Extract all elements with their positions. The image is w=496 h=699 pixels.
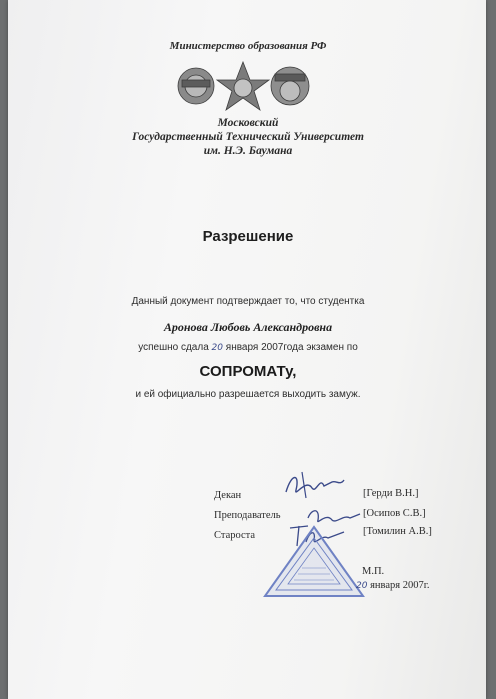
signature-name-dean: [Герди В.Н.] (363, 488, 419, 499)
student-name: Аронова Любовь Александровна (163, 320, 333, 334)
signing-date-rest: января 2007г. (370, 580, 430, 591)
university-line-3: им. Н.Э. Баумана (203, 145, 293, 157)
exam-line (0, 342, 496, 353)
exam-line-prefix: успешно сдала (138, 342, 209, 353)
seal-place-label: М.П. (362, 566, 385, 577)
signature-name-teacher: [Осипов С.В.] (363, 508, 426, 519)
signing-day-handwritten: 20 (356, 581, 368, 591)
subject-name: СОПРОМАТу, (199, 363, 297, 380)
orders-emblem-icon (168, 60, 318, 114)
ministry-heading: Министерство образования РФ (169, 40, 327, 52)
permission-line: и ей официально разрешается выходить замуж. (135, 389, 361, 400)
university-line-2: Государственный Технический Университет (132, 131, 364, 143)
document-title: Разрешение (202, 228, 294, 245)
triangle-stamp-icon (262, 524, 366, 600)
exam-line-suffix: января 2007года экзамен по (225, 342, 358, 353)
university-line-1: Московский (217, 117, 279, 129)
signing-date (356, 580, 429, 591)
signature-role-dean: Декан (214, 490, 242, 501)
exam-day-handwritten: 20 (211, 343, 223, 353)
confirmation-line: Данный документ подтверждает то, что студентка (131, 296, 365, 307)
signature-role-teacher: Преподаватель (214, 510, 281, 521)
dean-signature-icon (282, 468, 346, 502)
signature-name-monitor: [Томилин А.В.] (363, 526, 432, 537)
signature-role-monitor: Староста (214, 530, 256, 541)
